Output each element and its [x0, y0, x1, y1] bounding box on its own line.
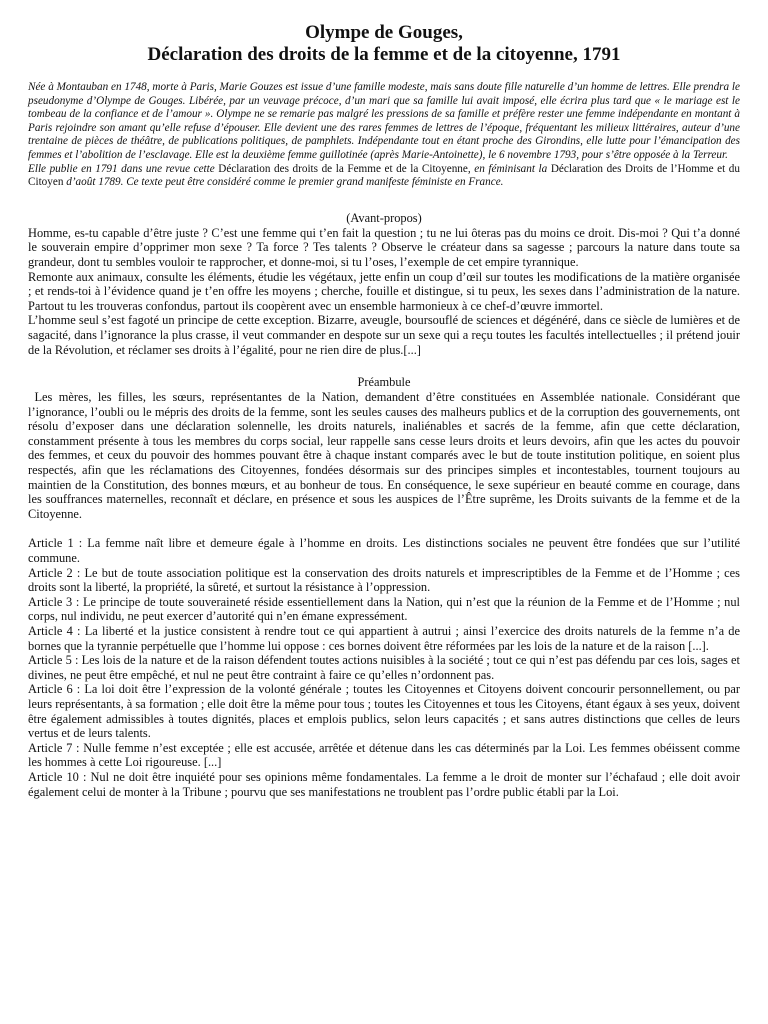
article-item: Article 3 : Le principe de toute souveraineté réside essentiellement dans la Nation, qui n’est que la réunion de la Femme et de l’Homme ; nul corps, nul individu, ne peut exercer d’autorité qui n’en émane expressément.: [28, 594, 740, 624]
article-item: Article 5 : Les lois de la nature et de la raison défendent toutes actions nuisibles à la société ; tout ce qui n’est pas défendu par ces lois, sages et divines, ne peut être empêché, et nul ne peut être contraint à faire ce qu’elles n’ordonnent pas.: [28, 653, 740, 682]
pub-note-source-title: Déclaration des Droits de l’Homme et du Citoyen: [28, 162, 740, 189]
article-item: Article 10 : Nul ne doit être inquiété pour ses opinions même fondamentales. La femme a le droit de monter sur l’échafaud ; elle doit avoir également celui de monter à la Tribune ; pourvu que ses manifestations ne troublent pas l’ordre public établi par la Loi.: [28, 769, 740, 799]
preambule-paragraph: Les mères, les filles, les sœurs, représentantes de la Nation, demandent d’être constituées en Assemblée nationale. Considérant que l’ignorance, l’oubli ou le mépris des droits de la femme, sont les seules causes des malheurs publics et de la corruption des gouvernements, ont résolu d’exposer dans une déclaration solennelle, les droits naturels, inaliénables et sacrés de la femme, afin que cette déclaration, constamment présente à tous les membres du corps social, leur rappelle sans cesse leurs droits et leurs devoirs, afin que les actes du pouvoir des femmes, et ceux du pouvoir des hommes pouvant être à chaque instant comparés avec le but de toute institution politique, en soient plus respectés, afin que les réclamations des Citoyennes, fondées désormais sur des principes simples et incontestables, tournent toujours au maintien de la Constitution, des bonnes mœurs, et au bonheur de tous. En conséquence, le sexe supérieur en beauté comme en courage, dans les souffrances maternelles, reconnaît et déclare, en présence et sous les auspices de l’Être suprême, les Droits suivants de la femme et de la Citoyenne.: [28, 390, 744, 521]
articles-list: [28, 536, 740, 799]
article-item: Article 6 : La loi doit être l’expression de la volonté générale ; toutes les Citoyennes et Citoyens doivent concourir personnellement, ou par leurs représentants, à sa formation ; elle doit être la même pour tous ; toutes les Citoyennes et tous les Citoyens, étant égaux à ses yeux, doivent être également admissibles à toutes dignités, places et emplois publics, selon leurs capacités ; et sans autres distinctions que celles de leurs vertus et de leurs talents.: [28, 682, 740, 741]
bio-paragraph: Née à Montauban en 1748, morte à Paris, Marie Gouzes est issue d’une famille modeste, mais sans doute fille naturelle d’un homme de lettres. Elle prendra le pseudonyme d’Olympe de Gouges. Libérée, par un veuvage précoce, d’un mari que sa famille lui avait imposé, elle écrira plus tard que « le mariage est le tombeau de la confiance et de l’amour ». Olympe ne se remarie pas malgré les pressions de sa famille et préfère rester une femme indépendante en montant à Paris rejoindre son amant qu’elle refuse d’épouser. Elle devient une des rares femmes de lettres de l’époque, fréquentant les milieux littéraires, auteur d’une trentaine de pièces de théâtre, de publications politiques, de pamphlets. Indépendante tout en étant proche des Girondins, elle lutte pour l’émancipation des femmes et l’abolition de l’esclavage. Elle est la deuxième femme guillotinée (après Marie-Antoinette), le 6 novembre 1793, pour s’être opposée à la Terreur.: [28, 81, 740, 161]
avant-propos-heading: (Avant-propos): [346, 210, 422, 225]
article-item: Article 7 : Nulle femme n’est exceptée ; elle est accusée, arrêtée et détenue dans les cas déterminés par la Loi. Les femmes obéissent comme les hommes à cette Loi rigoureuse. [...]: [28, 740, 740, 770]
title-line-work: Déclaration des droits de la femme et de la citoyenne, 1791: [147, 44, 621, 65]
title-line-author: Olympe de Gouges,: [305, 22, 463, 43]
author-biography: [28, 81, 740, 190]
publication-note: [28, 163, 740, 190]
preambule-text: [28, 390, 744, 521]
avant-propos-text: [28, 226, 740, 357]
avant-propos-paragraph: Remonte aux animaux, consulte les éléments, étudie les végétaux, jette enfin un coup d’œil sur toutes les modifications de la matière organisée ; et rends-toi à l’évidence quand je t’en offre les moyens ; cherche, fouille et distingue, si tu peux, les sexes dans l’administration de la nature. Partout tu les trouveras confondus, partout ils coopèrent avec un ensemble harmonieux à ce chef-d’œuvre immortel.: [28, 269, 740, 313]
preambule-heading: Préambule: [357, 375, 411, 390]
article-item: Article 2 : Le but de toute association politique est la conservation des droits naturels et imprescriptibles de la Femme et de l’Homme ; ces droits sont la liberté, la propriété, la sûreté, et surtout la résistance à l’oppression.: [28, 565, 740, 595]
article-item: Article 1 : La femme naît libre et demeure égale à l’homme en droits. Les distinctions sociales ne peuvent être fondées que sur l’utilité commune.: [28, 536, 740, 566]
avant-propos-paragraph: Homme, es-tu capable d’être juste ? C’est une femme qui t’en fait la question ; tu ne lui ôteras pas du moins ce droit. Dis-moi ? Qui t’a donné le souverain empire d’opprimer mon sexe ? Ta force ? Tes talents ? Observe le créateur dans sa sagesse ; parcours la nature dans toute sa grandeur, dont tu sembles vouloir te rapprocher, et donne-moi, si tu l’oses, l’exemple de cet empire tyrannique.: [28, 225, 740, 269]
document-title: [28, 22, 740, 66]
pub-note-part: d’août 1789. Ce texte peut être considéré comme le premier grand manifeste féministe en France.: [63, 176, 504, 189]
pub-note-part: , en féminisant la: [467, 162, 551, 175]
pub-note-part: Elle publie en 1791 dans une revue cette: [28, 162, 219, 175]
avant-propos-paragraph: L’homme seul s’est fagoté un principe de cette exception. Bizarre, aveugle, boursouflé de sciences et dégénéré, dans ce siècle de lumières et de sagacité, dans l’ignorance la plus crasse, il veut commander en despote sur un sexe qui a reçu toutes les facultés intellectuelles ; il prétend jouir de la Révolution, et réclamer ses droits à l’égalité, pour ne rien dire de plus.[...]: [28, 313, 740, 357]
article-item: Article 4 : La liberté et la justice consistent à rendre tout ce qui appartient à autrui ; ainsi l’exercice des droits naturels de la femme n’a de bornes que la tyrannie perpétuelle que l’homme lui oppose : ces bornes doivent être réformées par les lois de la nature et de la raison [...].: [28, 624, 740, 653]
pub-note-work-title: Déclaration des droits de la Femme et de la Citoyenne: [218, 162, 468, 175]
